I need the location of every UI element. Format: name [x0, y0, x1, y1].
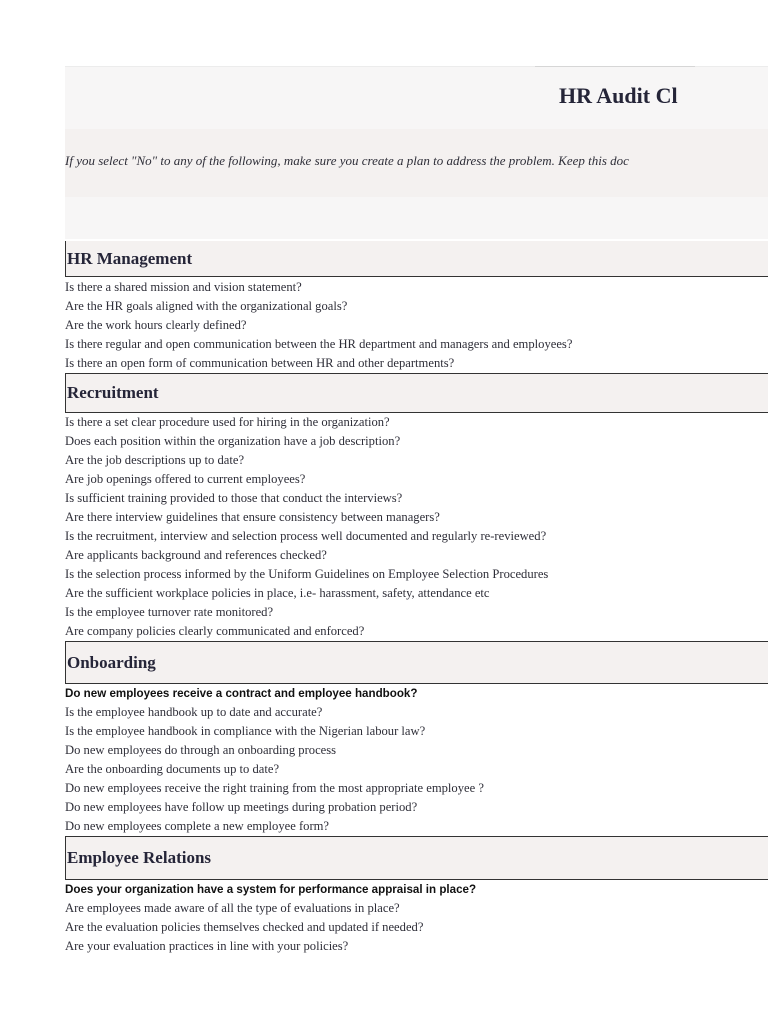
- question-list: [65, 277, 768, 373]
- section-recruitment: [65, 373, 768, 641]
- section-hr-management: [65, 241, 768, 373]
- question-item: Are the job descriptions up to date?: [65, 453, 245, 467]
- question-item: Is there regular and open communication between the HR department and managers and employees?: [65, 337, 573, 351]
- question-item: Are company policies clearly communicated and enforced?: [65, 624, 365, 638]
- section-onboarding: [65, 641, 768, 836]
- question-item: Are the evaluation policies themselves checked and updated if needed?: [65, 920, 424, 934]
- question-item: Are there interview guidelines that ensure consistency between managers?: [65, 510, 440, 524]
- document-title: HR Audit Cl: [559, 83, 678, 108]
- question-item: Are the sufficient workplace policies in place, i.e- harassment, safety, attendance etc: [65, 586, 490, 600]
- question-item: Does your organization have a system for performance appraisal in place?: [65, 883, 477, 896]
- question-item: Do new employees complete a new employee form?: [65, 819, 330, 833]
- title-bar: [65, 66, 768, 129]
- question-item: Is the recruitment, interview and selection process well documented and regularly re-reviewed?: [65, 529, 547, 543]
- question-item: Are your evaluation practices in line with your policies?: [65, 939, 349, 953]
- question-list: [65, 880, 768, 956]
- section-title: Recruitment: [67, 383, 159, 402]
- section-header: [65, 373, 768, 413]
- question-item: Is there a shared mission and vision statement?: [65, 280, 302, 294]
- question-item: Are job openings offered to current employees?: [65, 472, 306, 486]
- question-item: Do new employees do through an onboarding process: [65, 743, 337, 757]
- intro-bar: [65, 129, 768, 197]
- question-item: Is the employee handbook up to date and accurate?: [65, 705, 323, 719]
- question-item: Does each position within the organization have a job description?: [65, 434, 401, 448]
- question-item: Do new employees receive a contract and employee handbook?: [65, 687, 418, 700]
- question-item: Are the work hours clearly defined?: [65, 318, 247, 332]
- question-item: Is there a set clear procedure used for hiring in the organization?: [65, 415, 390, 429]
- question-item: Are the HR goals aligned with the organizational goals?: [65, 299, 348, 313]
- section-header: [65, 241, 768, 277]
- section-header: [65, 641, 768, 684]
- section-title: Onboarding: [67, 653, 156, 672]
- question-list: [65, 684, 768, 836]
- question-item: Do new employees have follow up meetings during probation period?: [65, 800, 418, 814]
- question-item: Is the selection process informed by the Uniform Guidelines on Employee Selection Procedures: [65, 567, 549, 581]
- question-item: Is there an open form of communication between HR and other departments?: [65, 356, 455, 370]
- section-employee-relations: [65, 836, 768, 956]
- question-item: Are the onboarding documents up to date?: [65, 762, 280, 776]
- title-top-border: [535, 66, 695, 67]
- question-item: Are applicants background and references checked?: [65, 548, 327, 562]
- question-item: Do new employees receive the right training from the most appropriate employee ?: [65, 781, 484, 795]
- intro-instructions: If you select "No" to any of the following, make sure you create a plan to address the problem. Keep this doc: [65, 153, 629, 168]
- audit-sheet: [65, 66, 768, 956]
- question-item: Are employees made aware of all the type of evaluations in place?: [65, 901, 400, 915]
- question-item: Is the employee handbook in compliance with the Nigerian labour law?: [65, 724, 426, 738]
- question-list: [65, 413, 768, 641]
- section-title: Employee Relations: [67, 848, 212, 867]
- question-item: Is the employee turnover rate monitored?: [65, 605, 274, 619]
- question-item: Is sufficient training provided to those that conduct the interviews?: [65, 491, 403, 505]
- section-header: [65, 836, 768, 880]
- section-title: HR Management: [67, 249, 193, 268]
- blank-row: [65, 197, 768, 239]
